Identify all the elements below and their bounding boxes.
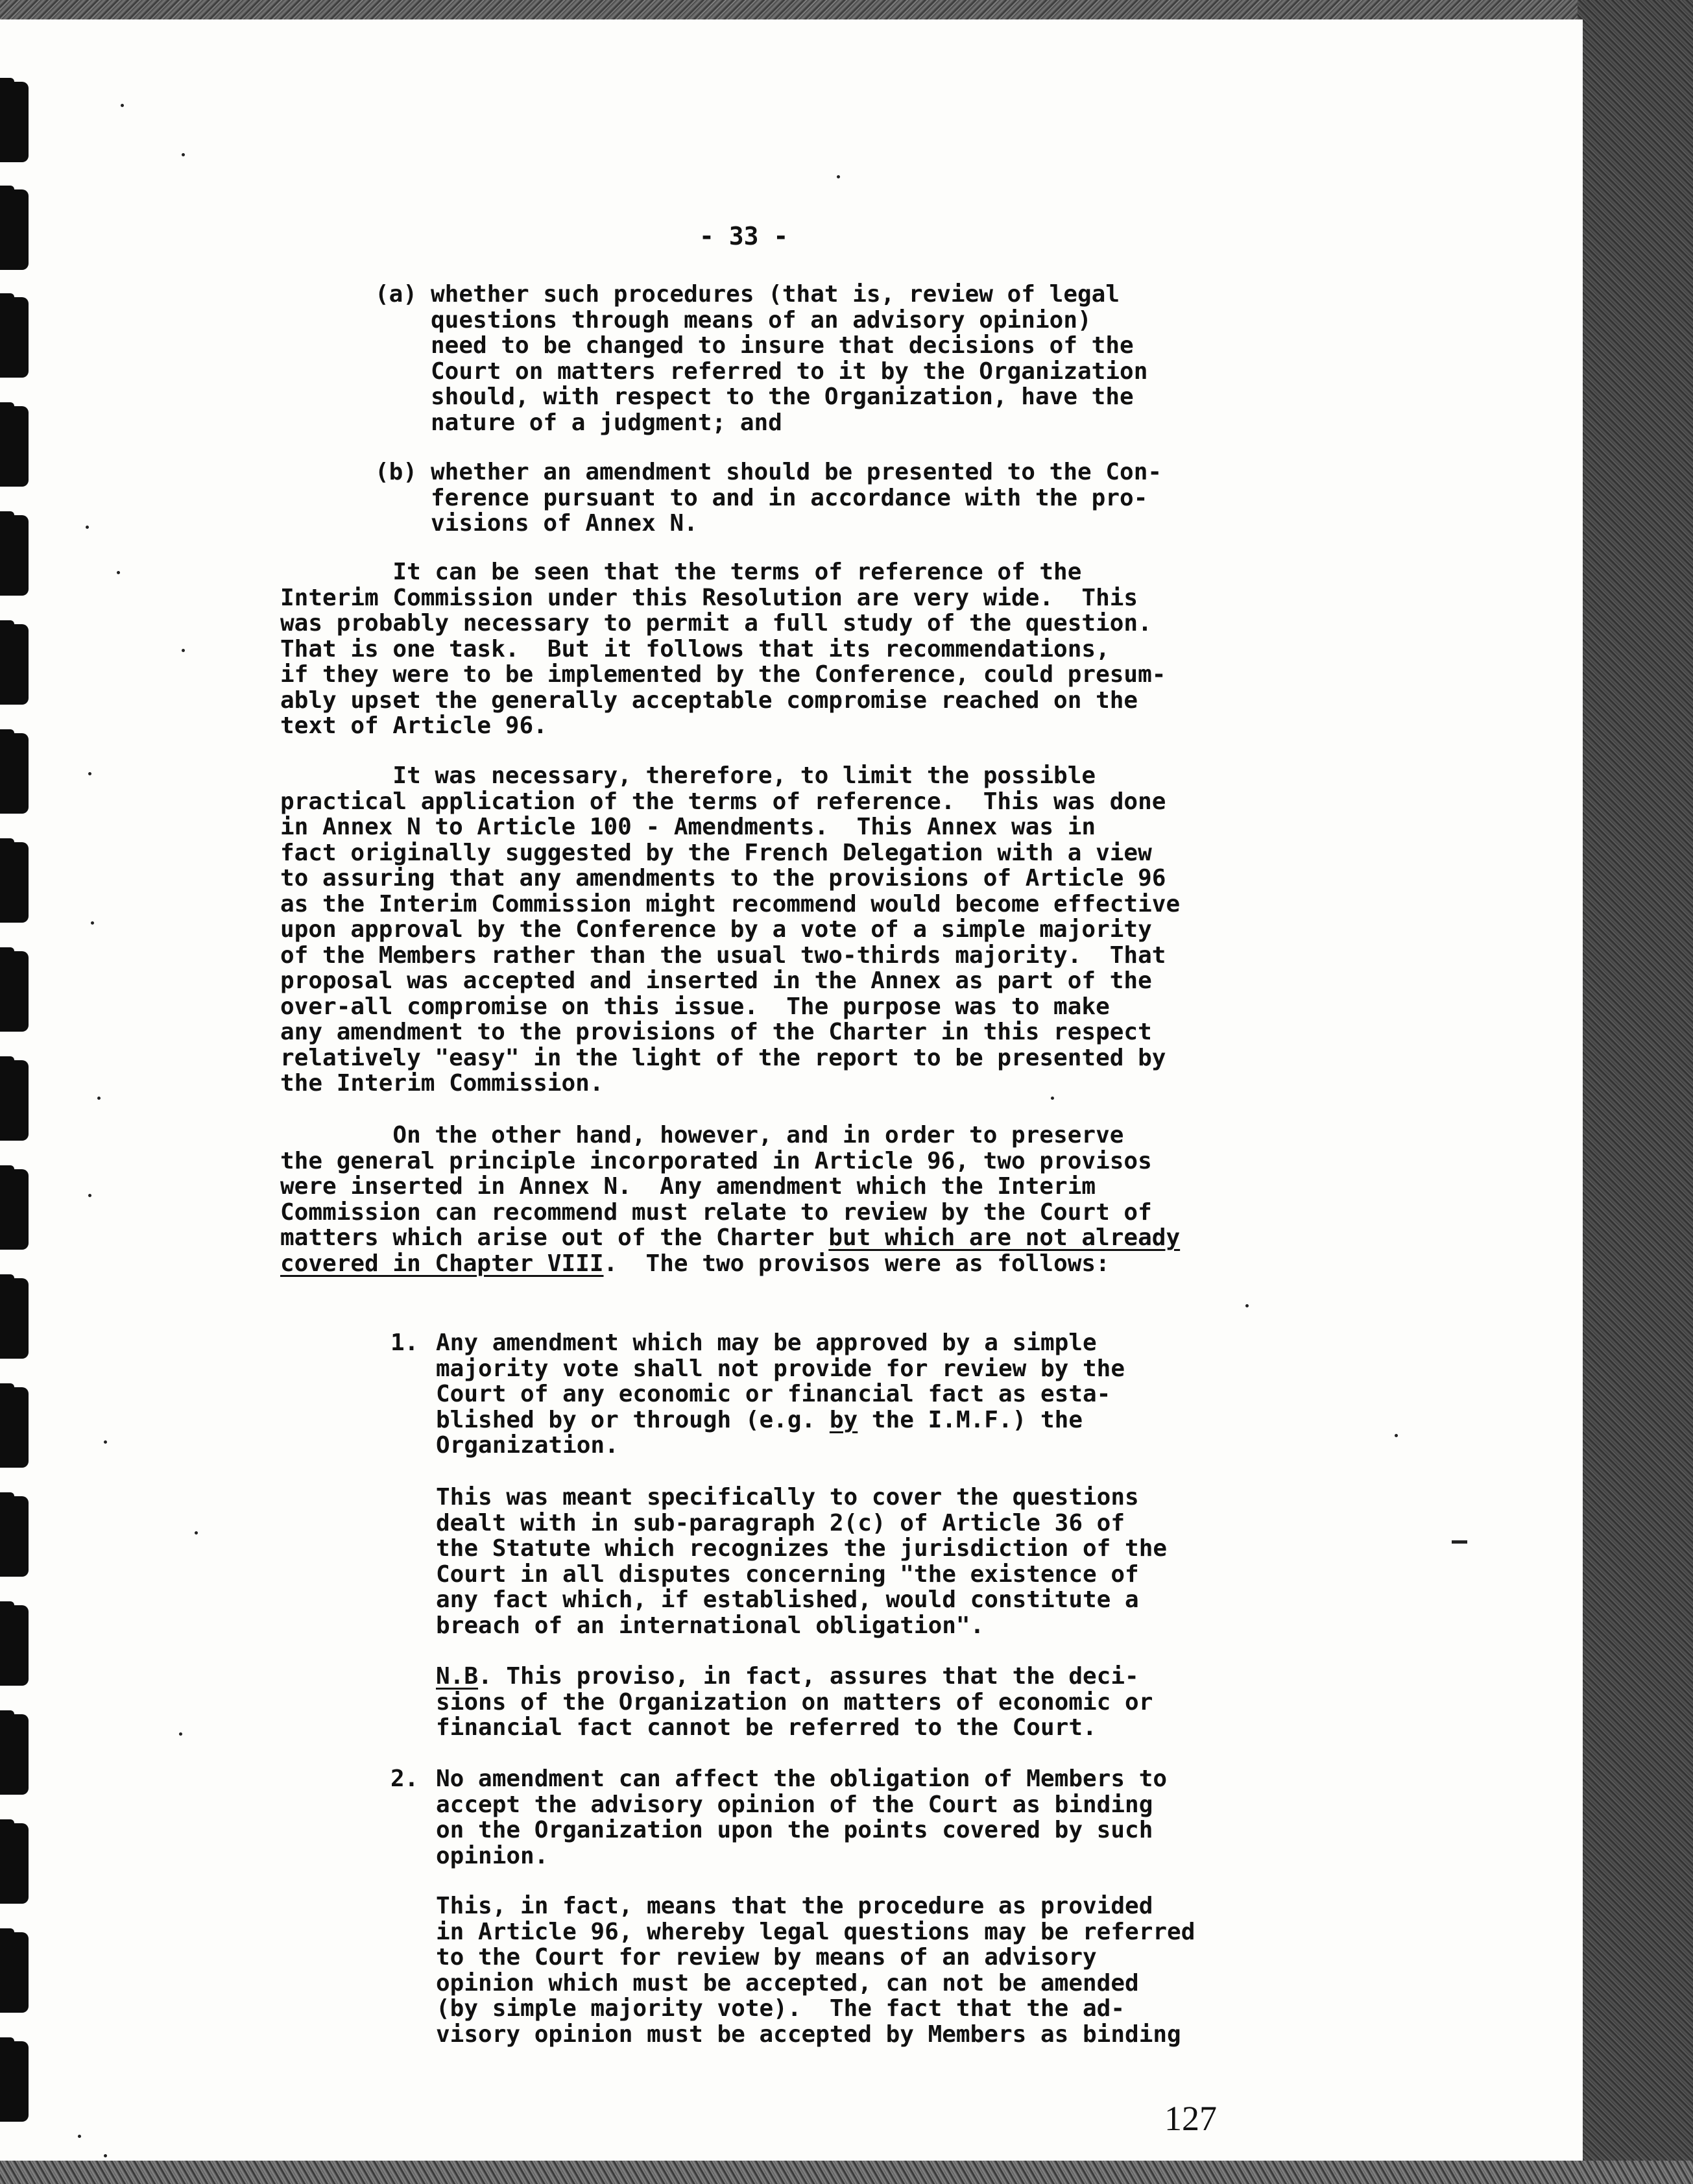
scan-speck [121,104,124,107]
page-footer-number: 127 [1164,2099,1217,2138]
text-line: This was meant specifically to cover the questions [436,1484,1139,1511]
text-line: Interim Commission under this Resolution are very wide. This [280,584,1138,611]
binder-ring [0,189,29,270]
binder-ring [0,2041,29,2122]
text-line: sions of the Organization on matters of economic or [436,1688,1153,1716]
binder-ring [0,1060,29,1141]
text-line: proposal was accepted and inserted in the Annex as part of the [280,967,1152,994]
text-line: to assuring that any amendments to the provisions of Article 96 [280,865,1166,892]
text-line: ably upset the generally acceptable compromise reached on the [280,686,1138,714]
text-line: On the other hand, however, and in order to preserve [280,1122,1124,1148]
text-line: questions through means of an advisory opinion) [431,306,1092,334]
text-line: Court in all disputes concerning "the existence of [436,1560,1139,1588]
text-line [436,1664,1153,1690]
scan-speck [104,2154,107,2157]
document-page [0,19,1583,2161]
binder-ring [0,951,29,1032]
scan-speck [104,1440,107,1444]
text-line: Organization. [436,1432,619,1459]
binder-ring [0,1496,29,1577]
text-line: any fact which, if established, would constitute a [436,1586,1139,1613]
text-line: This, in fact, means that the procedure as provided [436,1893,1153,1919]
text-line: fact originally suggested by the French Delegation with a view [280,839,1152,866]
text-line: Court of any economic or financial fact as esta- [436,1381,1111,1407]
proviso-2-text [436,1766,1167,1869]
page-header-number: - 33 - [699,222,789,250]
text-line [280,1251,1180,1277]
item-a-label: (a) [375,281,418,308]
item-a-text [431,282,1147,435]
text-line: relatively "easy" in the light of the report to be presented by [280,1044,1166,1071]
item-b-label: (b) [375,459,418,485]
text-line: practical application of the terms of reference. This was done [280,788,1166,815]
item-b-text [431,459,1162,537]
proviso-1-label: 1. [390,1329,419,1356]
text-line: opinion. [436,1842,549,1869]
text-line: in Article 96, whereby legal questions may be referred [436,1918,1195,1945]
text-line: No amendment can affect the obligation of Members to [436,1765,1168,1792]
scan-speck [97,1097,101,1100]
text-line: whether such procedures (that is, review of legal [431,281,1120,308]
text-line: Any amendment which may be approved by a simple [436,1329,1097,1356]
text-line [436,1407,1125,1433]
underlined-text: but which are not already [828,1224,1181,1251]
scan-speck [179,1732,182,1736]
proviso-2-label: 2. [390,1765,419,1792]
text-line: majority vote shall not provide for review by the [436,1355,1125,1382]
scan-speck [88,772,91,775]
text-line: in Annex N to Article 100 - Amendments. This Annex was in [280,814,1096,840]
scan-speck [837,175,840,178]
scan-speck [91,921,94,925]
proviso-2-explanation [436,1893,1195,2047]
binder-ring [0,297,29,378]
text-line: text of Article 96. [280,712,547,739]
text-line: to the Court for review by means of an advisory [436,1944,1097,1971]
binder-ring [0,82,29,162]
text-line: visory opinion must be accepted by Members as binding [436,2020,1181,2048]
scan-border-right [1578,0,1693,2184]
scan-speck [88,1194,91,1197]
text-run: . This proviso, in fact, assures that the deci- [478,1663,1139,1690]
binder-ring [0,1823,29,1904]
scan-speck [1245,1304,1249,1307]
binder-ring [0,1932,29,2013]
text-line: should, with respect to the Organization, have the [431,383,1134,410]
underlined-text: covered in Chapter VIII [280,1250,604,1277]
scan-speck [86,526,89,529]
text-run: blished by or through (e.g. [436,1406,830,1433]
scan-speck [1051,1097,1054,1100]
text-line: nature of a judgment; and [431,409,782,436]
text-line: That is one task. But it follows that its recommendations, [280,635,1110,662]
text-run: the I.M.F.) the [858,1406,1083,1433]
text-line: It can be seen that the terms of reference of the [280,559,1082,585]
text-line: any amendment to the provisions of the Charter in this respect [280,1019,1152,1045]
text-line: upon approval by the Conference by a vote of a simple majority [280,916,1152,943]
text-line: of the Members rather than the usual two-thirds majority. That [280,941,1166,969]
scan-border-bottom [0,2161,1693,2184]
text-line: on the Organization upon the points covered by such [436,1817,1153,1843]
scan-mark [1452,1540,1467,1544]
binder-ring [0,406,29,487]
text-line: Court on matters referred to it by the Organization [431,358,1148,385]
nb-label: N.B [436,1663,479,1690]
text-line: (by simple majority vote). The fact that the ad- [436,1995,1125,2022]
text-line: the Interim Commission. [280,1070,604,1097]
text-line: the Statute which recognizes the jurisdiction of the [436,1535,1168,1562]
scan-speck [182,153,185,156]
text-line: the general principle incorporated in Article 96, two provisos [280,1147,1152,1174]
binder-ring [0,1605,29,1686]
text-line: visions of Annex N. [431,510,698,537]
text-line: whether an amendment should be presented to the Con- [431,459,1162,485]
proviso-1-explanation [436,1485,1167,1638]
binder-ring [0,1714,29,1795]
text-line: dealt with in sub-paragraph 2(c) of Article 36 of [436,1509,1125,1536]
text-line: were inserted in Annex N. Any amendment which the Interim [280,1173,1096,1200]
binder-ring [0,733,29,814]
text-line: as the Interim Commission might recommend would become effective [280,890,1181,917]
text-line: if they were to be implemented by the Conference, could presum- [280,661,1166,688]
underlined-text: by [829,1406,858,1433]
binder-ring [0,1387,29,1468]
text-line: over-all compromise on this issue. The purpose was to make [280,993,1110,1020]
binder-ring [0,1169,29,1250]
text-line [280,1225,1180,1251]
scan-speck [195,1531,198,1535]
text-line: was probably necessary to permit a full study of the question. [280,610,1152,637]
binder-ring [0,1278,29,1359]
binder-ring [0,515,29,596]
text-line: It was necessary, therefore, to limit the possible [280,762,1096,789]
binder-ring [0,624,29,705]
scan-speck [1395,1434,1398,1437]
paragraph-terms-of-reference [280,559,1166,739]
paragraph-annex-n [280,763,1180,1097]
text-line: need to be changed to insure that decisions of the [431,332,1134,359]
scan-speck [182,649,185,652]
proviso-1-text [436,1330,1125,1459]
scan-speck [117,571,120,574]
text-line: breach of an international obligation". [436,1612,985,1639]
text-line: opinion which must be accepted, can not be amended [436,1969,1139,1996]
paragraph-provisos-intro [280,1122,1180,1276]
text-run: matters which arise out of the Charter [280,1224,829,1251]
binder-ring [0,842,29,923]
nota-bene [436,1664,1153,1741]
text-line: accept the advisory opinion of the Court as binding [436,1791,1153,1818]
scan-speck [78,2135,81,2138]
text-line: Commission can recommend must relate to review by the Court of [280,1198,1152,1226]
text-line: ference pursuant to and in accordance with the pro- [431,484,1148,511]
text-line: financial fact cannot be referred to the Court. [436,1714,1097,1741]
text-run: . The two provisos were as follows: [603,1250,1110,1277]
